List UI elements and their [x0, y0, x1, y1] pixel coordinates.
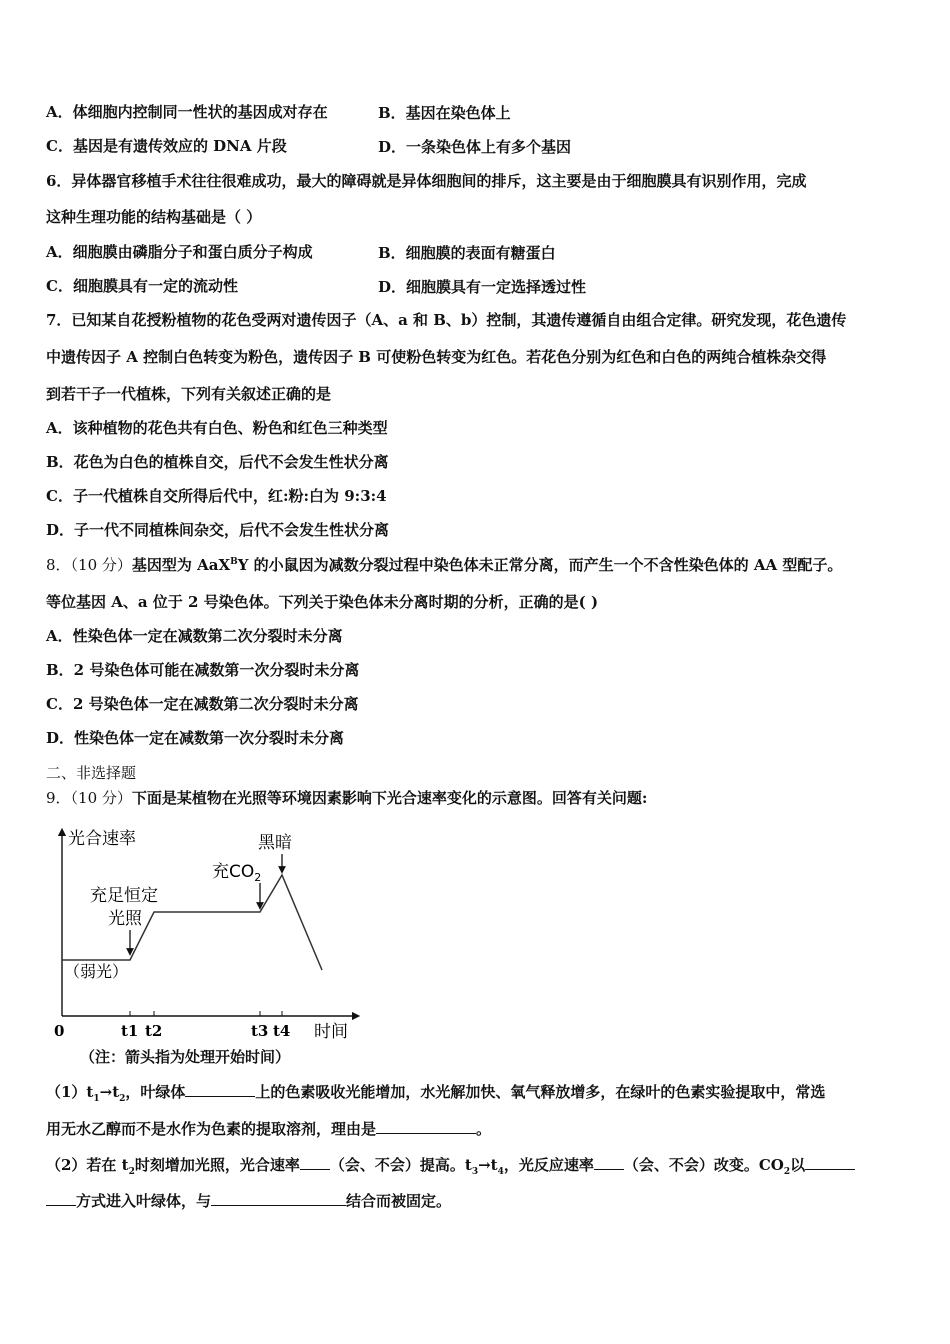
q9-p1-sub1: 1 [93, 1094, 100, 1104]
answer-blank-4[interactable] [594, 1154, 624, 1170]
answer-blank-2[interactable] [376, 1118, 476, 1134]
q9-p1-text-b: ，叶绿体 [125, 1083, 186, 1101]
q9-p2-text-g: 方式进入叶绿体，与 [76, 1192, 212, 1210]
q9-p2-sub4: 2 [783, 1167, 791, 1177]
answer-blank-3[interactable] [300, 1154, 330, 1170]
q9-part1-line1 [46, 1081, 825, 1102]
q9-p2-text-e: （会、不会）改变。CO [623, 1156, 784, 1174]
q9-p1-text-e: 。 [476, 1120, 492, 1138]
answer-blank-5-cont[interactable] [46, 1190, 76, 1206]
answer-blank-6[interactable] [211, 1190, 346, 1206]
co2-label [212, 862, 261, 884]
q9-part2-line1 [46, 1154, 855, 1175]
q9-p2-sub2: 3 [471, 1167, 479, 1177]
q9-part1-line2 [46, 1118, 491, 1139]
q9-p2-text-f: 以 [790, 1156, 806, 1174]
q9-p1-sub2: 2 [119, 1094, 126, 1104]
q6-option-b: B．细胞膜的表面有糖蛋白 [378, 244, 556, 262]
dark-label: 黑暗 [258, 833, 292, 853]
origin-label: 0 [54, 1022, 65, 1040]
q8-option-d: D．性染色体一定在减数第一次分裂时未分离 [46, 729, 345, 747]
x-tick-label-t2: t2 [145, 1022, 163, 1040]
q7-option-d: D．子一代不同植株间杂交，后代不会发生性状分离 [46, 521, 390, 539]
chart-note: （注：箭头指为处理开始时间） [80, 1048, 291, 1066]
q9-p1-text-c: 上的色素吸收光能增加，水光解加快、氧气释放增多，在绿叶的色素实验提取中，常选 [255, 1083, 826, 1101]
q9-p2-arrow: →t [478, 1156, 498, 1174]
q6-stem-line2: 这种生理功能的结构基础是（ ） [46, 208, 262, 226]
answer-blank-5[interactable] [805, 1154, 855, 1170]
q8-option-b: B．2 号染色体可能在减数第一次分裂时未分离 [46, 661, 360, 679]
q7-option-a: A．该种植物的花色共有白色、粉色和红色三种类型 [46, 419, 388, 437]
q9-p1-text-d: 用无水乙醇而不是水作为色素的提取溶剂，理由是 [46, 1120, 377, 1138]
q5-option-d: D．一条染色体上有多个基因 [378, 138, 572, 156]
section-heading: 二、非选择题 [46, 764, 137, 782]
q7-option-b: B．花色为白色的植株自交，后代不会发生性状分离 [46, 453, 389, 471]
q8-option-c: C．2 号染色体一定在减数第二次分裂时未分离 [46, 695, 359, 713]
q9-p2-text-d: ，光反应速率 [503, 1156, 594, 1174]
answer-blank-1[interactable] [185, 1081, 255, 1097]
y-axis-label: 光合速率 [68, 829, 136, 849]
q8-number: 8．（10 分） [46, 556, 132, 574]
q7-stem-line1: 7．已知某自花授粉植物的花色受两对遗传因子（A、a 和 B、b）控制，其遗传遵循自由组合定律。研究发现，花色遗传 [46, 311, 847, 329]
q8-stem-part1: 基因型为 AaX [131, 556, 231, 574]
photosynthesis-rate-chart [46, 826, 366, 1044]
q6-option-d: D．细胞膜具有一定选择透过性 [378, 278, 587, 296]
x-tick-label-t1: t1 [121, 1022, 139, 1040]
q9-p2-text-h: 结合而被固定。 [346, 1192, 452, 1210]
q8-superscript: B [230, 557, 238, 567]
q9-p2-prefix: （2）若在 t [46, 1156, 129, 1174]
q5-option-c: C．基因是有遗传效应的 DNA 片段 [46, 137, 287, 155]
q9-part2-line2 [46, 1190, 451, 1211]
weak-light-label: （弱光） [64, 962, 129, 981]
q9-p1-arrow: →t [99, 1083, 120, 1101]
q8-option-a: A．性染色体一定在减数第二次分裂时未分离 [46, 627, 343, 645]
q5-option-b: B．基因在染色体上 [378, 104, 511, 122]
q9-number: 9．（10 分） [46, 789, 132, 807]
q6-option-a: A．细胞膜由磷脂分子和蛋白质分子构成 [46, 243, 313, 261]
q9-stem-text: 下面是某植物在光照等环境因素影响下光合速率变化的示意图。回答有关问题: [131, 789, 648, 807]
q7-option-c: C．子一代植株自交所得后代中，红:粉:白为 9:3:4 [46, 487, 387, 505]
q8-stem-line1 [46, 555, 842, 575]
full-light-label-line2: 光照 [108, 909, 142, 929]
q7-stem-line3: 到若干子一代植株，下列有关叙述正确的是 [46, 385, 332, 403]
q7-stem-line2: 中遗传因子 A 控制白色转变为粉色，遗传因子 B 可使粉色转变为红色。若花色分别为红色和白色的两纯合植株杂交得 [46, 348, 827, 366]
co2-label-subscript: 2 [254, 871, 262, 884]
x-tick-label-t3: t3 [251, 1022, 269, 1040]
q9-p1-prefix: （1）t [46, 1083, 94, 1101]
q8-stem-line2: 等位基因 A、a 位于 2 号染色体。下列关于染色体未分离时期的分析，正确的是( ) [46, 593, 599, 611]
q8-stem-part2: Y 的小鼠因为减数分裂过程中染色体未正常分离，而产生一个不含性染色体的 AA 型配子。 [237, 556, 843, 574]
q9-p2-text-b: 时刻增加光照，光合速率 [134, 1156, 300, 1174]
q9-p2-sub1: 2 [128, 1167, 135, 1177]
q5-option-a: A．体细胞内控制同一性状的基因成对存在 [46, 103, 328, 121]
q6-stem-line1: 6．异体器官移植手术往往很难成功，最大的障碍就是异体细胞间的排斥，这主要是由于细胞膜具有识别作用，完成 [46, 172, 807, 190]
x-axis-label: 时间 [314, 1022, 348, 1042]
q6-option-c: C．细胞膜具有一定的流动性 [46, 277, 238, 295]
q9-p2-text-c: （会、不会）提高。t [329, 1156, 472, 1174]
co2-label-prefix: 充CO [212, 862, 255, 882]
q9-stem [46, 788, 647, 808]
x-tick-label-t4: t4 [273, 1022, 291, 1040]
q9-p2-sub3: 4 [497, 1167, 504, 1177]
full-light-label-line1: 充足恒定 [90, 886, 158, 906]
